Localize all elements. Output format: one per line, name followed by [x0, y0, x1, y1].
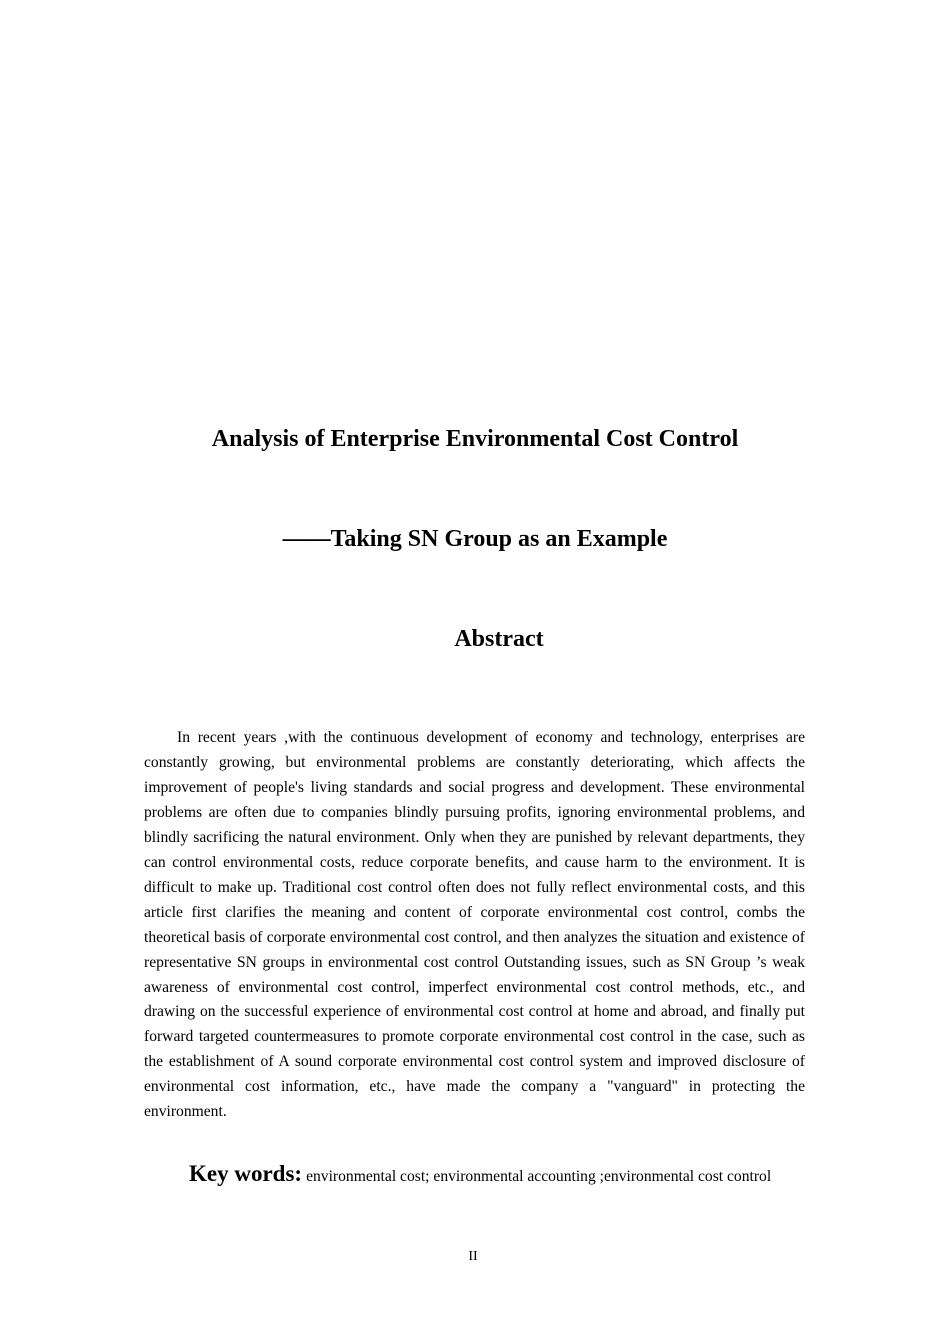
page-number: II: [468, 1249, 478, 1264]
keywords-text: environmental cost; environmental accounting ;environmental cost control: [306, 1168, 772, 1185]
keywords-line: [189, 1158, 829, 1193]
document-title: Analysis of Enterprise Environmental Cost Control: [211, 426, 739, 452]
document-subtitle: ——Taking SN Group as an Example: [282, 526, 668, 552]
keywords-label: Key words:: [189, 1161, 303, 1186]
abstract-body: In recent years ,with the continuous development of economy and technology, enterprises are constantly growing, but environmental problems are constantly deteriorating, which affects the improvement of people's living standards and social progress and development. These environmental problems are often due to companies blindly pursuing profits, ignoring environmental problems, and blindly sacrificing the natural environment. Only when they are punished by relevant departments, they can control environmental costs, reduce corporate benefits, and cause harm to the environment. It is difficult to make up. Traditional cost control often does not fully reflect environmental costs, and this article first clarifies the meaning and content of corporate environmental cost control, combs the theoretical basis of corporate environmental cost control, and then analyzes the situation and existence of representative SN groups in environmental cost control Outstanding issues, such as SN Group ’s weak awareness of environmental cost control, imperfect environmental cost control methods, etc., and drawing on the successful experience of environmental cost control at home and abroad, and finally put forward targeted countermeasures to promote corporate environmental cost control in the case, such as the establishment of A sound corporate environmental cost control system and improved disclosure of environmental cost information, etc., have made the company a "vanguard" in protecting the environment.: [144, 729, 805, 1121]
abstract-heading: Abstract: [454, 626, 544, 652]
